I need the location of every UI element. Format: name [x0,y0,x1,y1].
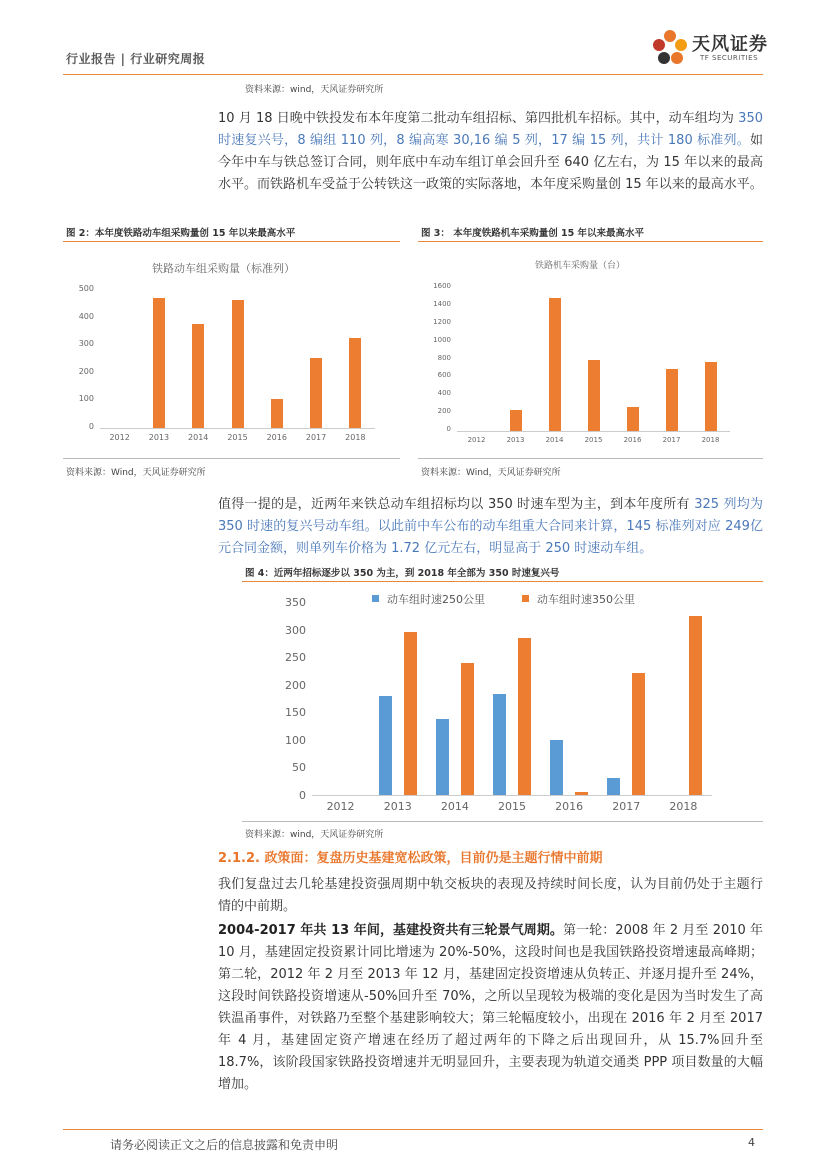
x-tick-label: 2014 [545,436,564,444]
y-tick-label: 250 [285,651,306,665]
y-tick-label: 400 [437,389,451,398]
para4-bold: 2004-2017 年共 13 年间，基建投资共有三轮景气周期。 [218,923,563,938]
bar [666,369,678,431]
y-tick-label: 100 [78,394,94,404]
legend-label: 动车组时速350公里 [537,593,635,606]
x-tick-label: 2018 [701,436,720,444]
para1-b: 350 时速复兴号，8 编组 110 列，8 编高寒 30,16 编 5 列，17 编 15 列，共计 180 标准列。 [218,111,763,148]
bar [550,740,563,795]
chart-title: 铁路机车采购量（台） [535,261,626,271]
x-tick-label: 2013 [383,800,412,813]
footer-divider [63,1129,763,1130]
bar [232,300,244,428]
bar [705,362,717,431]
fig2-title: 图 2：本年度铁路动车组采购量创 15 年以来最高水平 [66,228,296,239]
x-tick-label: 2018 [669,800,698,813]
legend-swatch [372,595,379,602]
x-tick-label: 2014 [188,433,209,442]
bar [689,616,702,795]
footer-disclaimer: 请务必阅读正文之后的信息披露和免责申明 [110,1138,339,1152]
fig3-source: 资料来源：Wind，天风证券研究所 [421,468,561,478]
fig3-bottom-line [418,458,763,459]
bar [349,338,361,428]
bar [588,360,600,432]
fig4-top-line [242,581,763,582]
paragraph-1 [218,108,763,196]
section-heading: 2.1.2. 政策面：复盘历史基建宽松政策，目前仍是主题行情中前期 [218,851,603,866]
y-tick-label: 1400 [433,299,451,308]
y-tick-label: 0 [446,425,451,433]
paragraph-4 [218,920,763,1096]
x-tick-label: 2018 [345,433,366,442]
x-axis [312,795,712,796]
page-number: 4 [748,1136,755,1149]
legend-label: 动车组时速250公里 [387,593,485,606]
y-tick-label: 300 [78,339,94,349]
x-tick-label: 2012 [109,433,130,442]
x-axis [100,428,375,429]
bar [153,298,165,428]
x-tick-label: 2012 [326,800,355,813]
para2-a: 值得一提的是，近两年来铁总动车组招标均以 350 时速车型为主，到本年度所有 [218,497,695,512]
x-tick-label: 2013 [148,433,170,442]
bar [510,410,522,431]
bar [632,673,645,795]
bar [549,298,561,431]
fig3-title: 图 3： 本年度铁路机车采购量创 15 年以来最高水平 [421,228,645,239]
bar [461,663,474,795]
y-tick-label: 1200 [433,317,451,326]
fig2-source: 资料来源：Wind，天风证券研究所 [66,468,206,478]
y-tick-label: 50 [292,761,306,775]
legend-swatch [522,595,529,602]
bar [627,407,639,431]
y-tick-label: 300 [285,623,306,637]
bar [518,638,531,795]
y-tick-label: 0 [88,422,94,431]
y-tick-label: 200 [78,366,94,376]
x-tick-label: 2014 [440,800,469,813]
y-tick-label: 150 [285,706,306,720]
y-tick-label: 600 [437,371,451,380]
x-tick-label: 2016 [266,433,287,442]
bar [271,399,283,428]
x-tick-label: 2015 [227,433,248,442]
y-tick-label: 200 [437,407,451,416]
para1-c: 如今年中车与铁总签订合同，则年底中车动车组订单会回升至 640 亿左右，为 15 年以来的最高水平。而铁路机车受益于公转铁这一政策的实际落地，本年度采购量创 15 年以来的最高水平。 [218,133,763,192]
x-tick-label: 2017 [612,800,641,813]
y-tick-label: 400 [78,311,94,321]
y-tick-label: 500 [78,284,94,293]
fig4-source: 资料来源：wind，天风证券研究所 [245,830,384,840]
y-tick-label: 350 [285,596,306,609]
x-tick-label: 2017 [662,436,681,444]
x-tick-label: 2013 [506,436,525,444]
fig3-top-line [418,241,763,242]
fig4-bottom-line [242,821,763,822]
top-source: 资料来源：wind，天风证券研究所 [245,85,384,95]
fig4-title: 图 4：近两年招标逐步以 350 为主，到 2018 年全部为 350 时速复兴号 [245,568,560,579]
bar [607,778,620,795]
x-tick-label: 2012 [467,436,486,444]
paragraph-2 [218,494,763,560]
bar [379,696,392,795]
fig2-bottom-line [63,458,400,459]
bar [310,358,322,428]
y-tick-label: 0 [299,789,306,802]
para4-text: 第一轮：2008 年 2 月至 2010 年 10 月，基建固定投资累计同比增速为 20%-50%，这段时间也是我国铁路投资增速最高峰期；第二轮，2012 年 2 月至 2013 年 12 月，基建固定投资增速从负转正、并逐月提升至 24%，这段时间铁路投资增速从-50%回升至 70%，之所以呈现较为极端的变化是因为当时发生了高铁温甬事件，对铁路乃至整个基建影响较大；第三轮幅度较小，出现在 2016 年 2 月至 2017 年 4 月，基建固定资产增速在经历了超过两年的下降之后出现回升，从 15.7%回升至 18.7%，该阶段国家铁路投资增速并无明显回升，主要表现为轨道交通类 PPP 项目数量的大幅增加。 [218,923,763,1092]
logo-en: TF SECURITIES [700,54,759,62]
bar [404,632,417,795]
x-tick-label: 2016 [555,800,584,813]
company-logo [650,28,775,72]
x-tick-label: 2015 [584,436,603,444]
paragraph-3: 我们复盘过去几轮基建投资强周期中轨交板块的表现及持续时间长度，认为目前仍处于主题行情的中前期。 [218,877,763,914]
bar [192,324,204,428]
logo-icon [650,28,690,72]
para1-a: 10 月 18 日晚中铁投发布本年度第二批动车组招标、第四批机车招标。其中，动车组均为 [218,111,739,126]
bar [436,719,449,795]
para2-b: 325 列均为 350 时速的复兴号动车组。以此前中车公布的动车组重大合同来计算，145 标准列对应 249亿元合同金额，则单列车价格为 1.72 亿元左右，明显高于 250 时速动车组。 [218,497,763,556]
report-header: 行业报告 | 行业研究周报 [66,52,206,66]
y-tick-label: 100 [285,733,306,747]
y-tick-label: 800 [437,353,451,362]
fig2-top-line [63,241,400,242]
x-axis [457,431,730,432]
bar [575,792,588,795]
legend-item [522,591,635,607]
bar [493,694,506,795]
chart-title: 铁路动车组采购量（标准列） [152,262,295,275]
x-tick-label: 2015 [498,800,526,813]
y-tick-label: 200 [285,678,306,692]
y-tick-label: 1600 [433,282,451,290]
y-tick-label: 1000 [433,335,451,344]
logo-cn: 天风证券 [692,34,768,55]
x-tick-label: 2016 [623,436,642,444]
legend-item [372,591,485,607]
header-divider [63,74,763,75]
x-tick-label: 2017 [305,433,327,442]
